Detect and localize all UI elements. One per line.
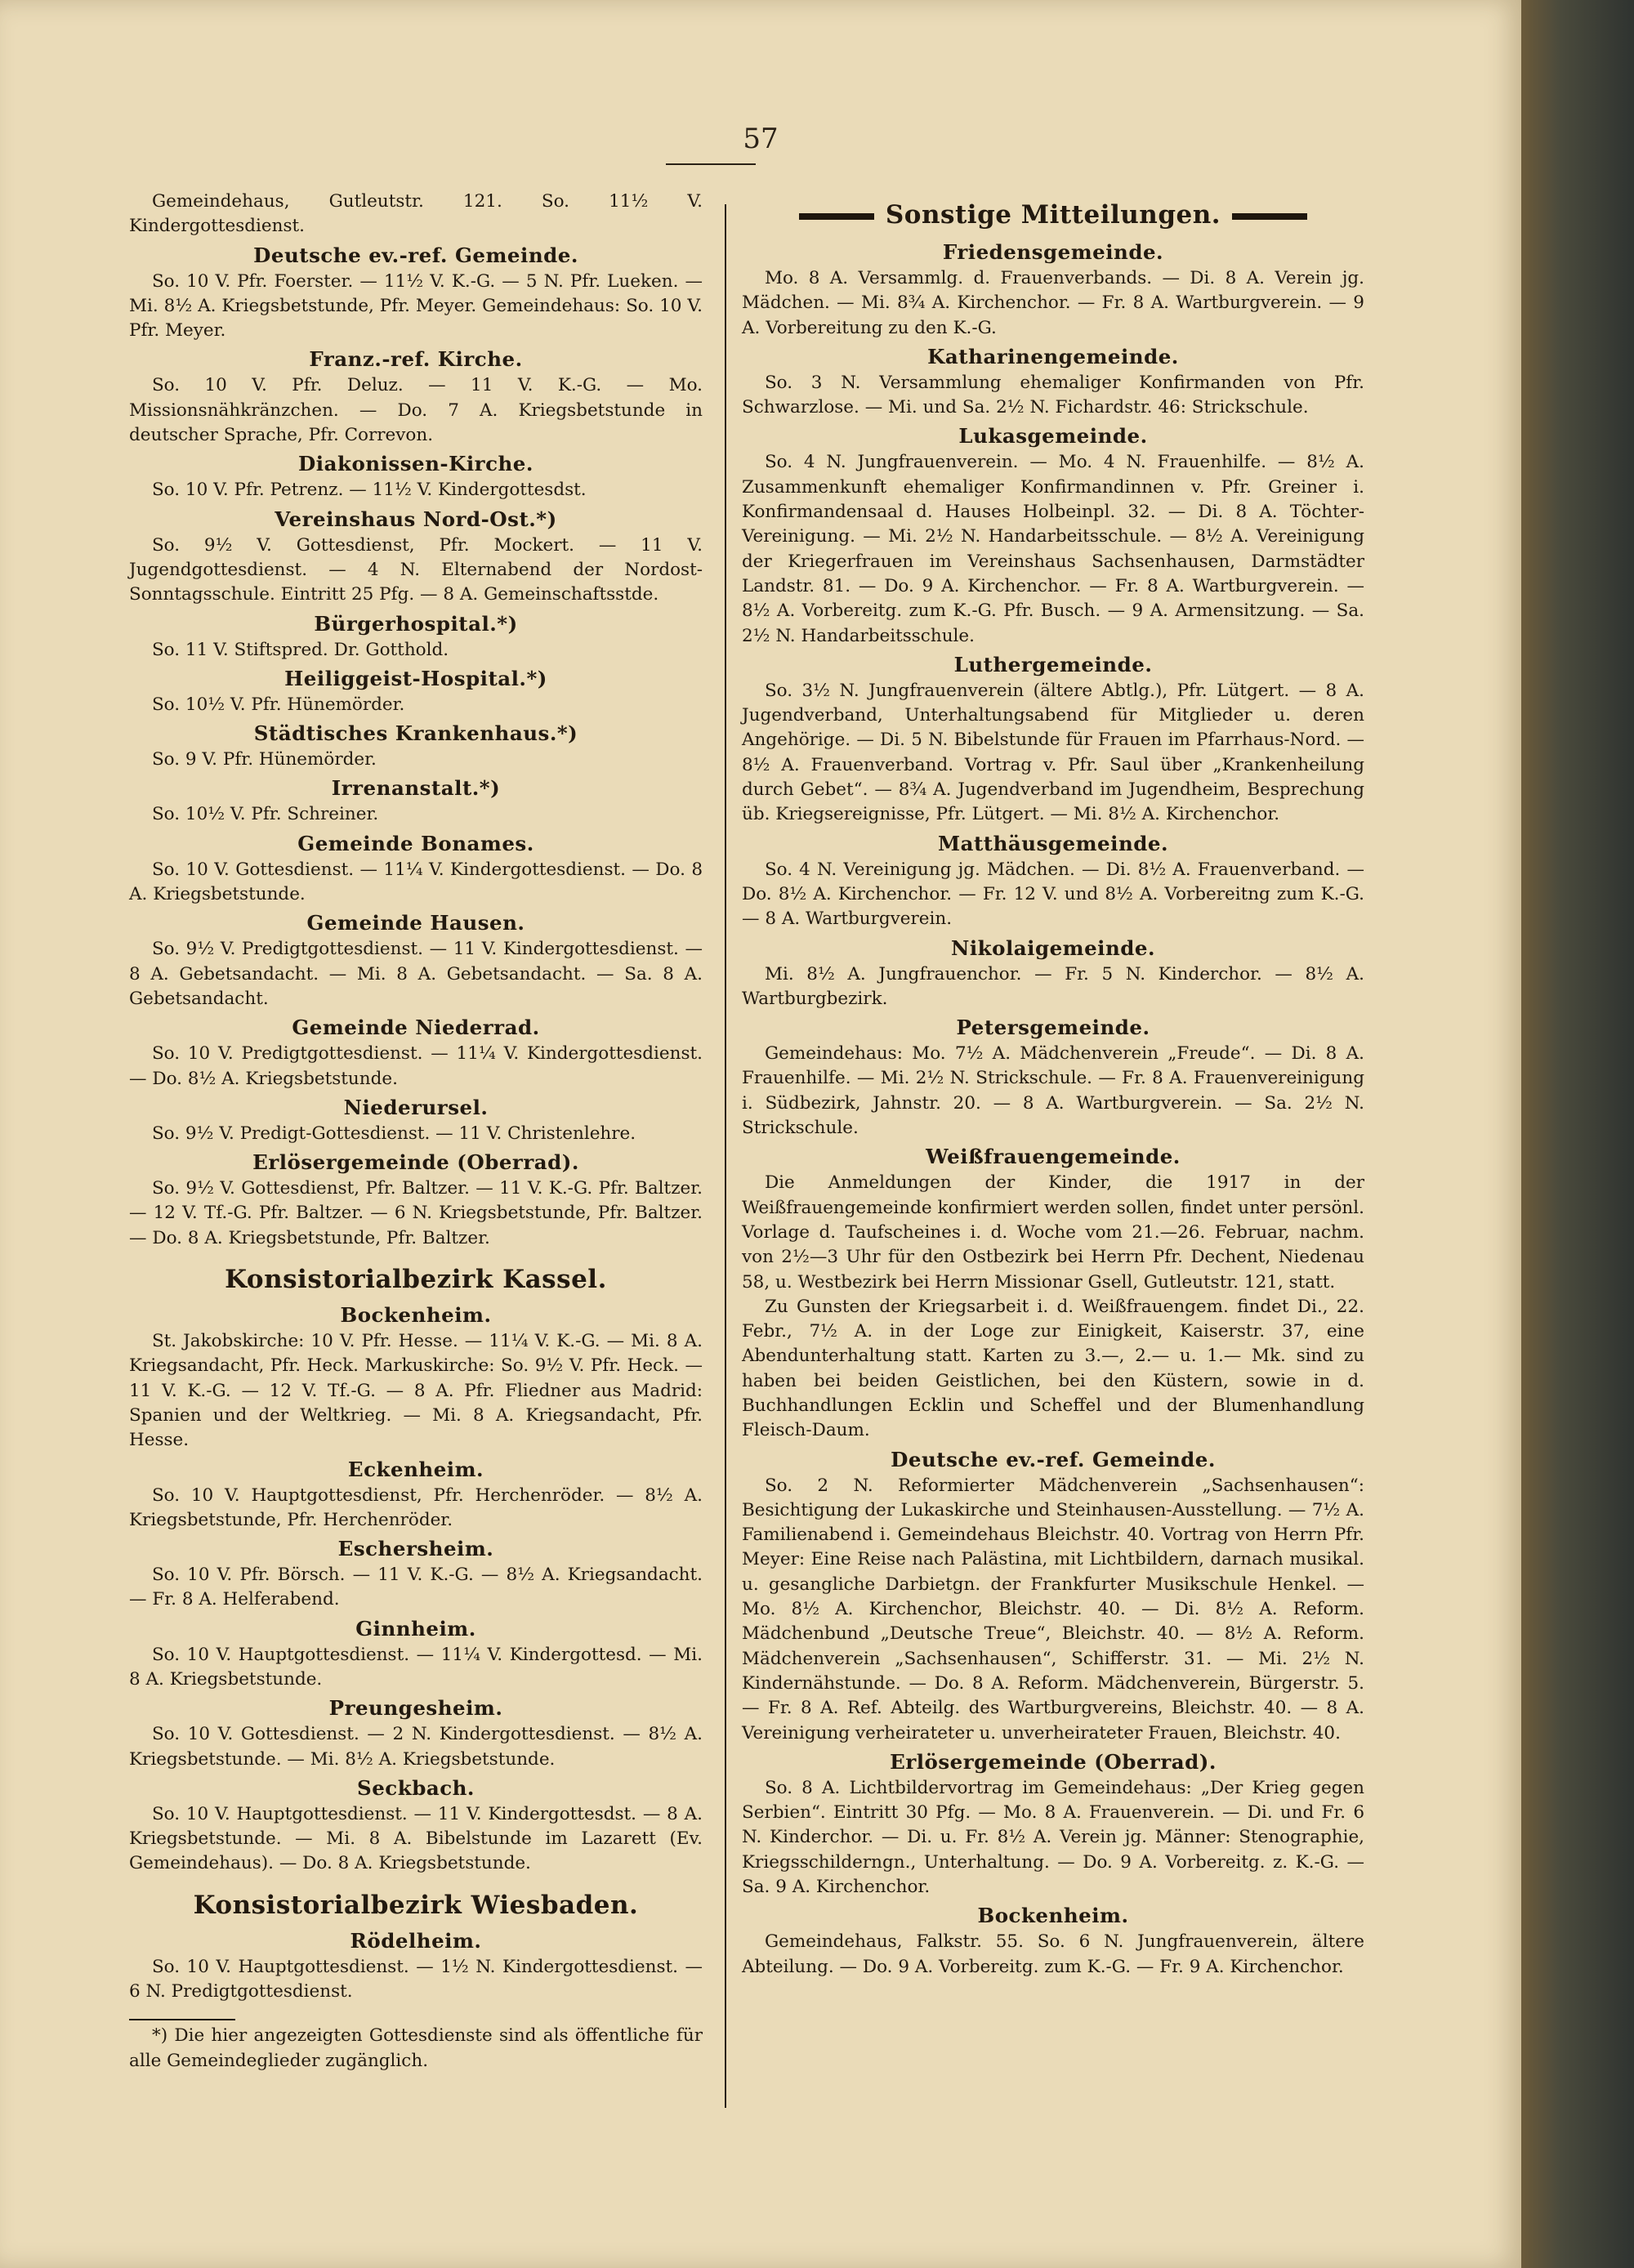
congregation-heading: Vereinshaus Nord-Ost.*) — [275, 507, 557, 531]
announcement-paragraph: Gemeindehaus, Gutleutstr. 121. So. 11½ V. Kindergottesdienst. — [129, 191, 703, 237]
section-heading — [742, 198, 1364, 232]
congregation-heading: Franz.-ref. Kirche. — [309, 347, 523, 372]
district-heading: Konsistorialbezirk Wiesbaden. — [193, 1890, 639, 1920]
announcement-paragraph: Mi. 8½ A. Jungfrauenchor. — Fr. 5 N. Kinderchor. — 8½ A. Wartburgbezirk. — [742, 963, 1364, 1009]
announcement-paragraph: So. 10 V. Predigtgottesdienst. — 11¼ V. Kindergottesdienst. — Do. 8½ A. Kriegsbetstunde. — [129, 1043, 703, 1089]
congregation-heading: Bürgerhospital.*) — [314, 611, 518, 636]
congregation-heading: Lukasgemeinde. — [958, 424, 1148, 449]
announcement-paragraph: So. 10 V. Gottesdienst. — 11¼ V. Kindergottesdienst. — Do. 8 A. Kriegsbetstunde. — [129, 859, 703, 905]
congregation-heading: Katharinengemeinde. — [927, 344, 1179, 368]
announcement-paragraph: So. 9½ V. Gottesdienst, Pfr. Mockert. — 11 V. Jugendgottesdienst. — 4 N. Elternabend der Nordost-Sonntagsschule. Eintritt 25 Pfg. — 8 A. Gemeinschaftsstde. — [129, 534, 703, 605]
announcement-paragraph: So. 4 N. Jungfrauenverein. — Mo. 4 N. Frauenhilfe. — 8½ A. Zusammenkunft ehemaliger Konfirmandinnen v. Pfr. Greiner i. Konfirmandensaal d. Hauses Holbeinpl. 32. — Di. 8 A. Töchter-Vereinigung. — Mi. 2½ N. Handarbeitsschule. — 8½ A. Vereinigung der Kriegerfrauen im Vereinshaus Sachsenhausen, Darmstädter Landstr. 81. — Do. 9 A. Kirchenchor. — Fr. 8 A. Wartburgverein. — 8½ A. Vorbereitg. zum K.-G. Pfr. Busch. — 9 A. Armensitzung. — Sa. 2½ N. Handarbeitsschule. — [742, 452, 1364, 646]
announcement-paragraph: So. 9½ V. Predigt-Gottesdienst. — 11 V. Christenlehre. — [151, 1123, 636, 1144]
congregation-heading: Petersgemeinde. — [956, 1016, 1150, 1040]
congregation-heading: Friedensgemeinde. — [942, 240, 1164, 264]
announcement-paragraph: Gemeindehaus: Mo. 7½ A. Mädchenverein „Freude“. — Di. 8 A. Frauenhilfe. — Mi. 2½ N. Strickschule. — Fr. 8 A. Frauenvereinigung i. Südbezirk, Jahnstr. 20. — 8 A. Wartburgverein. — Sa. 2½ N. Strickschule. — [742, 1043, 1364, 1139]
announcement-paragraph: So. 10 V. Gottesdienst. — 2 N. Kindergottesdienst. — 8½ A. Kriegsbetstunde. — Mi. 8½ A. Kriegsbetstunde. — [129, 1724, 703, 1770]
announcement-paragraph: So. 3½ N. Jungfrauenverein (ältere Abtlg.), Pfr. Lütgert. — 8 A. Jugendverband, Unterhaltungsabend für Mitglieder u. deren Angehörige. — Di. 5 N. Bibelstunde für Frauen im Pfarrhaus-Nord. — 8½ A. Frauenverband. Vortrag v. Pfr. Saul über „Krankenheilung durch Gebet“. — 8¾ A. Jugendverband im Jugendheim, Besprechung üb. Kriegsereignisse, Pfr. Lütgert. — Mi. 8½ A. Kirchenchor. — [742, 680, 1364, 825]
congregation-heading: Irrenanstalt.*) — [331, 776, 501, 801]
announcement-paragraph: So. 3 N. Versammlung ehemaliger Konfirmanden von Pfr. Schwarzlose. — Mi. und Sa. 2½ N. Fichardstr. 46: Strickschule. — [742, 372, 1364, 418]
congregation-heading: Heiliggeist-Hospital.*) — [284, 666, 547, 690]
congregation-heading: Eschersheim. — [337, 1537, 494, 1561]
congregation-heading: Niederursel. — [343, 1095, 489, 1119]
heading-bar-right — [1232, 213, 1307, 220]
page-number: 57 — [743, 123, 779, 155]
announcement-paragraph: So. 10 V. Hauptgottesdienst, Pfr. Herchenröder. — 8½ A. Kriegsbetstunde, Pfr. Herchenröder. — [129, 1484, 703, 1530]
announcement-paragraph: Die Anmeldungen der Kinder, die 1917 in der Weißfrauengemeinde konfirmiert werden sollen, findet unter persönl. Vorlage d. Taufscheines i. d. Woche vom 21.—26. Februar, nachm. von 2½—3 Uhr für den Ostbezirk bei Herrn Pfr. Dechent, Niedenau 58, u. Westbezirk bei Herrn Missionar Gsell, Gutleutstr. 121, statt. — [742, 1172, 1364, 1292]
congregation-heading: Gemeinde Bonames. — [297, 831, 534, 855]
section-heading-text: Sonstige Mitteilungen. — [885, 200, 1221, 230]
congregation-heading: Deutsche ev.-ref. Gemeinde. — [253, 243, 578, 267]
announcement-paragraph: So. 4 N. Vereinigung jg. Mädchen. — Di. 8½ A. Frauenverband. — Do. 8½ A. Kirchenchor. — Fr. 12 V. und 8½ A. Vorbereitng zum K.-G. — 8 A. Wartburgverein. — [742, 859, 1364, 930]
district-heading: Konsistorialbezirk Kassel. — [225, 1265, 607, 1295]
footnote: *) Die hier angezeigten Gottesdienste sind als öffentliche für alle Gemeindeglieder zugänglich. — [129, 2025, 703, 2071]
congregation-heading: Seckbach. — [357, 1775, 475, 1800]
column-divider — [725, 204, 726, 2108]
congregation-heading: Erlösergemeinde (Oberrad). — [890, 1749, 1217, 1774]
footnote-rule — [129, 2019, 235, 2020]
congregation-heading: Nikolaigemeinde. — [950, 935, 1156, 960]
congregation-heading: Gemeinde Niederrad. — [292, 1016, 540, 1040]
announcement-paragraph: So. 8 A. Lichtbildervortrag im Gemeindehaus: „Der Krieg gegen Serbien“. Eintritt 30 Pfg. — Mo. 8 A. Frauenverein. — Di. und Fr. 6 N. Kinderchor. — Di. u. Fr. 8½ A. Verein jg. Männer: Stenographie, Kriegsschilderngn., Unterhaltung. — Do. 9 A. Vorbereitg. z. K.-G. — Sa. 9 A. Kirchenchor. — [742, 1777, 1364, 1898]
congregation-heading: Preungesheim. — [328, 1696, 503, 1721]
announcement-paragraph: So. 10 V. Hauptgottesdienst. — 1½ N. Kindergottesdienst. — 6 N. Predigtgottesdienst. — [129, 1956, 703, 2002]
congregation-heading: Bockenheim. — [977, 1904, 1129, 1928]
announcement-paragraph: So. 10 V. Pfr. Börsch. — 11 V. K.-G. — 8½ A. Kriegsandacht. — Fr. 8 A. Helferabend. — [129, 1565, 703, 1610]
announcement-paragraph: So. 10 V. Pfr. Deluz. — 11 V. K.-G. — Mo. Missionsnähkränzchen. — Do. 7 A. Kriegsbetstunde in deutscher Sprache, Pfr. Correvon. — [129, 375, 703, 446]
right-column — [742, 190, 1364, 1980]
announcement-paragraph: Gemeindehaus, Falkstr. 55. So. 6 N. Jungfrauenverein, ältere Abteilung. — Do. 9 A. Vorbereitg. zum K.-G. — Fr. 9 A. Kirchenchor. — [742, 1931, 1364, 1977]
announcement-paragraph: So. 10 V. Hauptgottesdienst. — 11 V. Kindergottesdst. — 8 A. Kriegsbetstunde. — Mi. 8 A. Bibelstunde im Lazarett (Ev. Gemeindehaus). — Do. 8 A. Kriegsbetstunde. — [129, 1803, 703, 1874]
congregation-heading: Weißfrauengemeinde. — [926, 1145, 1181, 1169]
congregation-heading: Gemeinde Hausen. — [306, 911, 525, 935]
congregation-heading: Diakonissen-Kirche. — [298, 452, 534, 476]
congregation-heading: Eckenheim. — [347, 1457, 484, 1481]
heading-bar-left — [799, 213, 874, 220]
congregation-heading: Städtisches Krankenhaus.*) — [253, 721, 578, 746]
announcement-paragraph: So. 10½ V. Pfr. Schreiner. — [151, 804, 379, 825]
announcement-paragraph: So. 11 V. Stiftspred. Dr. Gotthold. — [151, 639, 449, 660]
announcement-paragraph: So. 10½ V. Pfr. Hünemörder. — [151, 694, 405, 715]
congregation-heading: Matthäusgemeinde. — [937, 831, 1169, 855]
announcement-paragraph: So. 9½ V. Gottesdienst, Pfr. Baltzer. — 11 V. K.-G. Pfr. Baltzer. — 12 V. Tf.-G. Pfr. Baltzer. — 6 N. Kriegsbetstunde, Pfr. Baltzer. — Do. 8 A. Kriegsbetstunde, Pfr. Baltzer. — [129, 1178, 703, 1248]
announcement-paragraph: So. 9½ V. Predigtgottesdienst. — 11 V. Kindergottesdienst. — 8 A. Gebetsandacht. — Mi. 8 A. Gebetsandacht. — Sa. 8 A. Gebetsandacht. — [129, 939, 703, 1009]
announcement-paragraph: St. Jakobskirche: 10 V. Pfr. Hesse. — 11¼ V. K.-G. — Mi. 8 A. Kriegsandacht, Pfr. Heck. Markuskirche: So. 9½ V. Pfr. Heck. — 11 V. K.-G. — 12 V. Tf.-G. — 8 A. Pfr. Fliedner aus Madrid: Spanien und der Weltkrieg. — Mi. 8 A. Kriegsandacht, Pfr. Hesse. — [129, 1331, 703, 1451]
announcement-paragraph: Mo. 8 A. Versammlg. d. Frauenverbands. — Di. 8 A. Verein jg. Mädchen. — Mi. 8¾ A. Kirchenchor. — Fr. 8 A. Wartburgverein. — 9 A. Vorbereitung zu den K.-G. — [742, 268, 1364, 338]
congregation-heading: Deutsche ev.-ref. Gemeinde. — [891, 1447, 1216, 1471]
announcement-paragraph: Zu Gunsten der Kriegsarbeit i. d. Weißfrauengem. findet Di., 22. Febr., 7½ A. in der Loge zur Einigkeit, Kaiserstr. 37, eine Abendunterhaltung statt. Karten zu 3.—, 2.— u. 1.— Mk. sind zu haben bei beiden Geistlichen, bei den Küstern, sowie in d. Buchhandlungen Ecklin und Scheffel und der Blumenhandlung Fleisch-Daum. — [742, 1296, 1364, 1441]
announcement-paragraph: So. 2 N. Reformierter Mädchenverein „Sachsenhausen“: Besichtigung der Lukaskirche und Steinhausen-Ausstellung. — 7½ A. Familienabend i. Gemeindehaus Bleichstr. 40. Vortrag von Herrn Pfr. Meyer: Eine Reise nach Palästina, mit Lichtbildern, darnach musikal. u. gesangliche Darbietgn. der Frankfurter Musikschule Henkel. — Mo. 8½ A. Kirchenchor, Bleichstr. 40. — Di. 8½ A. Reform. Mädchenbund „Deutsche Treue“, Bleichstr. 40. — 8½ A. Reform. Mädchenverein „Sachsenhausen“, Schifferstr. 31. — Mi. 2½ N. Kindernähstunde. — Do. 8 A. Reform. Mädchenverein, Bürgerstr. 5. — Fr. 8 A. Ref. Abteilg. des Wartburgvereins, Bleichstr. 40. — 8 A. Vereinigung verheirateter u. unverheirateter Frauen, Bleichstr. 40. — [742, 1475, 1364, 1743]
congregation-heading: Erlösergemeinde (Oberrad). — [252, 1150, 579, 1175]
congregation-heading: Ginnheim. — [355, 1616, 476, 1641]
announcement-paragraph: So. 10 V. Pfr. Petrenz. — 11½ V. Kindergottesdst. — [151, 480, 587, 501]
announcement-paragraph: So. 10 V. Pfr. Foerster. — 11½ V. K.-G. — 5 N. Pfr. Lueken. — Mi. 8½ A. Kriegsbetstunde, Pfr. Meyer. Gemeindehaus: So. 10 V. Pfr. Meyer. — [129, 270, 703, 342]
book-edge — [1521, 0, 1634, 2268]
left-column — [129, 190, 703, 2074]
page-number-rule — [666, 163, 756, 165]
congregation-heading: Bockenheim. — [340, 1303, 492, 1328]
congregation-heading: Luthergemeinde. — [953, 652, 1153, 676]
announcement-paragraph: So. 9 V. Pfr. Hünemörder. — [151, 749, 377, 770]
congregation-heading: Rödelheim. — [350, 1928, 482, 1953]
announcement-paragraph: So. 10 V. Hauptgottesdienst. — 11¼ V. Kindergottesd. — Mi. 8 A. Kriegsbetstunde. — [129, 1644, 703, 1690]
